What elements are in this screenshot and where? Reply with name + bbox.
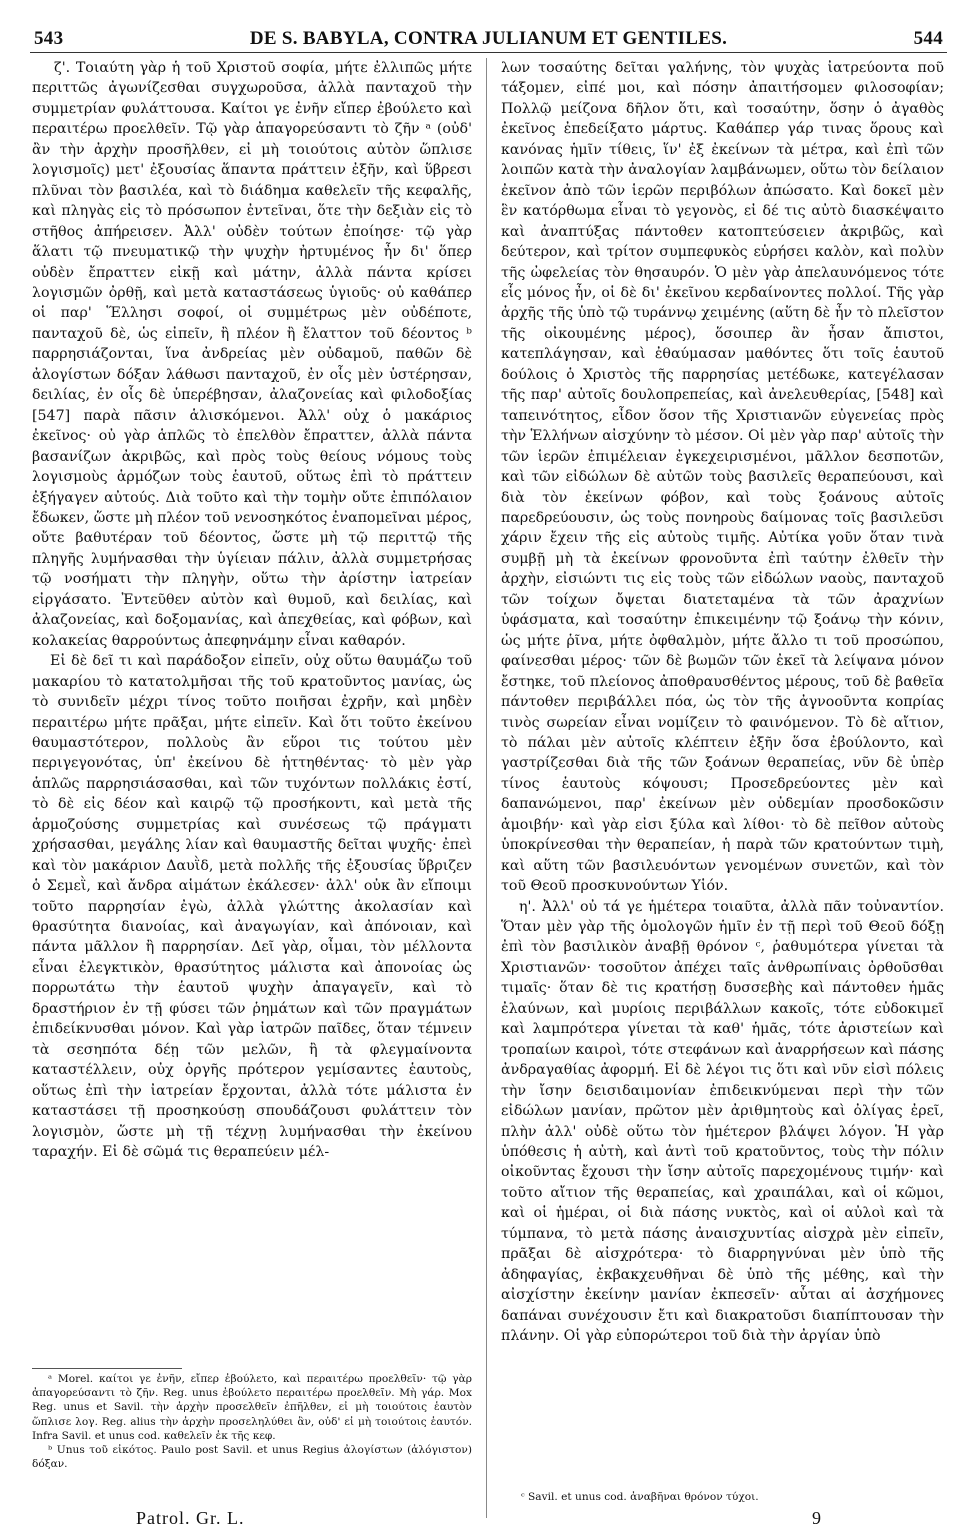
footnote-a: ᵃ Morel. καίτοι γε ἐνῆν, εἴπερ ἐβούλετο, καὶ περαιτέρω προελθεῖν· τῷ γὰρ ἀπαγορεύσαντι τὸ ζῆν. Reg. unus ἐβούλετο περαιτέρω προελθεῖν. Μὴ γάρ. Mox Reg. unus et Savil. τὴν ἀρχὴν προσελθεῖν ἐπῆλθεν, εἰ μὴ τοιούτοις ἑαυτὸν ὥπλισε λογ. Reg. alius τὴν ἀρχὴν προσεληλύθει ἂν, οὐδ' εἰ μὴ τοιούτοις ἑαυτόν. Infra Savil. et unus cod. καθελεῖν ἐκ τῆς κεφ. — [32, 1373, 472, 1442]
column-divider — [486, 58, 487, 1518]
running-head — [30, 28, 947, 53]
left-column — [32, 58, 472, 1162]
footnote-b: ᵇ Unus τοῦ εἰκότος. Paulo post Savil. et unus Regius ἀλογίστων (ἀλόγιστον) δόξαν. — [32, 1444, 472, 1471]
source-line: Patrol. Gr. L. — [136, 1508, 245, 1528]
footnotes-right — [501, 1490, 944, 1504]
footnotes-left — [32, 1372, 472, 1471]
running-title: DE S. BABYLA, CONTRA JULIANUM ET GENTILES. — [249, 28, 728, 49]
page-number-left: 543 — [34, 28, 64, 49]
page-number-right: 544 — [913, 28, 943, 49]
left-paragraph-1: ζ'. Τοιαύτη γὰρ ἡ τοῦ Χριστοῦ σοφία, μήτε ἐλλιπῶς μήτε περιττῶς ἀγωνίζεσθαι συγχωροῦσα, ἀλλὰ πανταχοῦ τὴν συμμετρίαν φυλάττουσα. Καίτοι γε ἐνῆν εἴπερ ἐβούλετο καὶ περαιτέρω προελθεῖν. Τῷ γὰρ ἀπαγορεύσαντι τὸ ζῆν ᵃ (οὐδ' ἂν τὴν ἀρχὴν προσῆλθεν, εἰ μὴ τοιούτοις αὐτὸν ὥπλισε λογισμοῖς) μετ' ἐξουσίας ἅπαντα πράττειν ἐξῆν, καὶ ὕβρεσι πλῦναι τὸν βασιλέα, καὶ τὸ διάδημα καθελεῖν τῆς κεφαλῆς, καὶ πληγὰς εἰς τὸ πρόσωπον ἐντεῖναι, ὅτε τὴν δεξιὰν εἰς τὸ στῆθος ἀπήρεισεν. Ἀλλ' οὐδὲν τούτων ἐποίησε· τῷ γὰρ ἅλατι τῷ πνευματικῷ τὴν ψυχὴν ἠρτυμένος ἦν δι' ὅπερ οὐδὲν ἔπραττεν εἰκῇ καὶ μάτην, ἀλλὰ πάντα κρίσει λογισμῶν ὀρθῇ, καὶ μετὰ καταστάσεως ὑγιοῦς· οὐ καθάπερ οἱ παρ' Ἕλλησι σοφοί, οἱ συμμέτρως μὲν οὐδέποτε, πανταχοῦ δὲ, ὡς εἰπεῖν, ἢ πλέον ἢ ἔλαττον τοῦ δέοντος ᵇ παρρησιάζονται, ἵνα ἀνδρείας μὲν οὐδαμοῦ, παθῶν δὲ ἀλογίστων δόξαν λάθωσι πανταχοῦ, ἐν οἷς μὲν ὑστέρησαν, δειλίας, ἐν οἷς δὲ ὑπερέβησαν, ἀλαζονείας καὶ φιλοδοξίας [547] παρὰ πᾶσιν ἁλισκόμενοι. Ἀλλ' οὐχ ὁ μακάριος ἐκεῖνος· οὐ γὰρ ἁπλῶς τὸ ἐπελθὸν ἔπραττεν, ἀλλὰ πάντα βασανίζων ἀκριβῶς, καὶ πρὸς τοὺς θείους νόμους τοὺς λογισμοὺς ἁρμόζων τοὺς ἑαυτοῦ, οὕτως ἐπὶ τὸ πράττειν ἐξήγαγεν αὐτούς. Διὰ τοῦτο καὶ τὴν τομὴν οὔτε ἐπιπόλαιον ἔδωκεν, ὥστε μὴ πλέον τοῦ νενοσηκότος ἐναπομεῖναι μέρος, οὔτε βαθυτέραν τοῦ δέοντος, ὥστε μὴ τῷ περιττῷ τῆς πληγῆς λυμήνασθαι τὴν ὑγίειαν πάλιν, ἀλλὰ συμμετρήσας τῷ νοσήματι τὴν πληγὴν, οὕτω τὴν ἀρίστην ἰατρείαν εἰργάσατο. Ἐντεῦθεν αὐτὸν καὶ θυμοῦ, καὶ δειλίας, καὶ ἀλαζονείας, καὶ δοξομανίας, καὶ ἀπεχθείας, καὶ φόβων, καὶ κολακείας θαρρούντως ἀπεφηνάμην εἶναι καθαρόν. — [32, 60, 472, 649]
page-footer — [32, 1508, 945, 1532]
left-paragraph-2: Εἰ δὲ δεῖ τι καὶ παράδοξον εἰπεῖν, οὐχ οὕτω θαυμάζω τοῦ μακαρίου τὸ κατατολμῆσαι τῆς τοῦ κρατοῦντος μανίας, ὡς τὸ συνιδεῖν μέχρι τίνος τοῦτο ποιῆσαι ἐχρῆν, καὶ μηδὲν περαιτέρω μήτε πρᾶξαι, μήτε εἰπεῖν. Καὶ ὅτι τοῦτο ἐκείνου θαυμαστότερον, πολλοὺς ἂν εὕροι τις τούτου μὲν περιγεγονότας, ὑπ' ἐκείνου δὲ ἡττηθέντας· τὸ μὲν γὰρ ἁπλῶς παρρησιάσασθαι, καὶ τῶν τυχόντων πολλάκις ἐστί, τὸ δὲ εἰς δέον καὶ καιρῷ τῷ προσήκοντι, καὶ μετὰ τῆς ἁρμοζούσης συμμετρίας καὶ συνέσεως τῷ πράγματι χρήσασθαι, μεγάλης λίαν καὶ θαυμαστῆς δεῖται ψυχῆς· ἐπεὶ καὶ τὸν μακάριον Δαυῒδ, μετὰ πολλῆς τῆς ἐξουσίας ὕβριζεν ὁ Σεμεῒ, καὶ ἄνδρα αἱμάτων ἐκάλεσεν· ἀλλ' οὐκ ἂν εἴποιμι τοῦτο παρρησίαν ἐγὼ, ἀλλὰ γλώττης ἀκολασίαν καὶ θρασύτητα διανοίας, καὶ ἀναγωγίαν, καὶ ἀπόνοιαν, καὶ πάντα μᾶλλον ἢ παρρησίαν. Δεῖ γὰρ, οἶμαι, τὸν μέλλοντα εἶναι ἐλεγκτικὸν, θρασύτητος μάλιστα καὶ ἀπονοίας ὡς πορρωτάτω τὴν ἑαυτοῦ ψυχὴν ἀπαγαγεῖν, καὶ τὸ δραστήριον ἐν τῇ φύσει τῶν ῥημάτων καὶ τῶν πραγμάτων ἐπιδείκνυσθαι μόνον. Καὶ γὰρ ἰατρῶν παῖδες, ὅταν τέμνειν τὰ σεσηπότα δέῃ τῶν μελῶν, ἢ τὰ φλεγμαίνοντα καταστέλλειν, οὐχ ὀργῆς πρότερον γεμίσαντες ἑαυτοὺς, οὕτως ἐπὶ τὴν ἰατρείαν ἔρχονται, ἀλλὰ τότε μάλιστα ἐν καταστάσει τῇ προσηκούσῃ σπουδάζουσι φυλάττειν τὸν λογισμὸν, ὥστε μὴ τῇ τέχνῃ λυμήνασθαι τὴν ἐκείνου ταραχήν. Εἰ δὲ σῶμά τις θεραπεύειν μέλ- — [32, 653, 472, 1161]
right-column — [501, 58, 944, 1347]
right-paragraph-1: λων τοσαύτης δεῖται γαλήνης, τὸν ψυχὰς ἰατρεύοντα ποῦ τάξομεν, εἰπέ μοι, καὶ πόσην ἀπαιτήσομεν φιλοσοφίαν; Πολλῷ μείζονα δῆλον ὅτι, καὶ τοσαύτην, ὅσην ὁ ἀγαθὸς ἐκεῖνος ἐπεδείξατο μάρτυς. Καθάπερ γάρ τινας ὅρους καὶ κανόνας ἡμῖν τίθεις, ἵν' ἐξ ἐκείνων τὰ μέτρα, καὶ ἐπὶ τῶν λοιπῶν κατὰ τὴν ἀναλογίαν λαμβάνωμεν, οὕτω τὸν δείλαιον ἐκεῖνον ἀπὸ τῶν ἱερῶν περιβόλων ἀπώσατο. Καὶ δοκεῖ μὲν ἓν κατόρθωμα εἶναι τὸ γεγονὸς, εἰ δέ τις αὐτὸ διασκέψαιτο καὶ ἀναπτύξας πάντοθεν κατοπτεύσειεν ἀκριβῶς, καὶ δεύτερον, καὶ τρίτον συμπεφυκὸς εὑρήσει καλὸν, καὶ πολὺν τῆς ὠφελείας τὸν θησαυρόν. Ὁ μὲν γὰρ ἀπελαυνόμενος τότε εἷς μόνος ἦν, οἱ δὲ δι' ἐκεῖνου κερδαίνοντες πολλοί. Τῆς γὰρ ἀρχῆς τῆς ὑπὸ τῷ τυράννῳ χειμένης (αὕτη δὲ ἦν τὸ πλεῖστον τῆς οἰκουμένης μέρος), ὅσοιπερ ἂν ἦσαν ἄπιστοι, κατεπλάγησαν, καὶ ἐθαύμασαν μαθόντες ὅτι τοῖς ἑαυτοῦ δούλοις ὁ Χριστὸς τῆς παρρησίας μετέδωκε, κατεγέλασαν τῆς παρ' αὐτοῖς δουλοπρεπείας, καὶ ἀνελευθερίας, [548] καὶ ταπεινότητος, εἶδον ὅσον τῆς Χριστιανῶν εὐγενείας πρὸς τὴν Ἑλλήνων αἰσχύνην τὸ μέσον. Οἱ μὲν γὰρ παρ' αὐτοῖς τὴν τῶν ἱερῶν ἐπιμέλειαν ἐγκεχειρισμένοι, μᾶλλον δεσποτῶν, καὶ τῶν εἰδώλων δὲ αὐτῶν τοὺς βασιλεῖς θεραπεύουσι, καὶ διὰ τὸν ἐκείνων φόβον, καὶ τοὺς ξοάνους αὐτοῖς παρεδρεύουσιν, ὡς τοὺς πονηροὺς δαίμονας τοῖς βασιλεῦσι χάριν ἔχειν τῆς εἰς αὐτοὺς τιμῆς. Αὐτίκα γοῦν ὅταν τινὰ συμβῇ μὴ τὰ ἐκείνων φρονοῦντα ἐπὶ ταύτην ἐλθεῖν τὴν ἀρχὴν, εἰσιώντι τις εἰς τοὺς τῶν εἰδώλων ναοὺς, πανταχοῦ τῶν τοίχων ὄψεται διατεταμένα τὰ τῶν ἀραχνίων ὑφάσματα, καὶ τοσαύτην ἐπικειμένην τῷ ξοάνῳ τὴν κόνιν, ὡς μήτε ῥῖνα, μήτε ὀφθαλμὸν, μήτε ἄλλο τι τοῦ προσώπου, φαίνεσθαι μέρος· τῶν δὲ βωμῶν τῶν ἐκεῖ τὰ λείψανα μόνον ἔστηκε, τοῦ πλείονος ἀποθραυσθέντος μέρους, τοῦ δὲ βαθεῖα πάντοθεν περιβάλλει πόα, ὡς τὸν τῆς ἀγνοοῦντα κοπρίας τινὸς σωρείαν εἶναι νομίζειν τὸ φαινόμενον. Τὸ δὲ αἴτιον, τὸ πάλαι μὲν αὐτοῖς κλέπτειν ἐξῆν ὅσα ἐβούλοντο, καὶ γαστρίζεσθαι διὰ τῆς τῶν ξοάνων θεραπείας, νῦν δὲ ὑπὲρ τίνος ἑαυτοὺς κόψουσι; Προσεδρεύοντες μὲν καὶ δαπανώμενοι, παρ' ἐκείνων μὲν οὐδεμίαν προσδοκῶσιν ἀμοιβήν· καὶ γὰρ εἰσι ξύλα καὶ λίθοι· τὸ δὲ πεῖθον αὐτοὺς ὑποκρίνεσθαι τὴν θεραπείαν, ἡ παρὰ τῶν κρατούντων τιμὴ, καὶ αὕτη τῶν βασιλευόντων γενομένων συνετῶν, καὶ τὸν τοῦ Θεοῦ προσκυνούντων Υἱόν. — [501, 60, 944, 895]
signature-mark: 9 — [812, 1508, 821, 1528]
footnote-c: ᶜ Savil. et unus cod. ἀναβῆναι θρόνον τύχοι. — [521, 1491, 759, 1503]
footnote-rule — [32, 1368, 182, 1369]
right-paragraph-2: η'. Ἀλλ' οὐ τά γε ἡμέτερα τοιαῦτα, ἀλλὰ πᾶν τοὐναντίον. Ὅταν μὲν γὰρ τῆς ὁμολογῶν ἡμῖν ἐν τῇ περὶ τοῦ Θεοῦ δόξῃ ἐπὶ τὸν βασιλικὸν ἀναβῇ θρόνον ᶜ, ῥαθυμότερα γίνεται τὰ Χριστιανῶν· τοσοῦτον ἀπέχει ταῖς ἀνθρωπίναις ὀρθοῦσθαι τιμαῖς· ὅταν δὲ τις κρατήσῃ δυσσεβὴς καὶ πάντοθεν ἡμᾶς ἐλαύνων, καὶ μυρίοις περιβάλλων κακοῖς, τότε εὐδοκιμεῖ καὶ λαμπρότερα γίνεται τὰ καθ' ἡμᾶς, τότε ἀριστείων καὶ τροπαίων καιροὶ, τότε στεφάνων καὶ ἀναρρήσεων καὶ πάσης ἀνδραγαθίας ἀφορμή. Εἰ δὲ λέγοι τις ὅτι καὶ νῦν εἰσὶ πόλεις τὴν ἴσην δεισιδαιμονίαν ἐπιδεικνύμεναι περὶ τὴν τῶν εἰδώλων μανίαν, πρῶτον μὲν ἀριθμητοὺς καὶ ὀλίγας ἐρεῖ, πλὴν ἀλλ' οὐδὲ οὕτω τὸν ἡμέτερον βλάψει λόγον. Ἡ γὰρ ὑπόθεσις ἡ αὐτὴ, καὶ ἀντὶ τοῦ κρατοῦντος, τοὺς τὴν πόλιν οἰκοῦντας ἔχουσι τὴν ἴσην αὐτοῖς παρεχομένους τιμήν· καὶ τοῦτο αἴτιον τῆς θεραπείας, καὶ χραιπάλαι, καὶ οἱ κῶμοι, καὶ οἱ ἡμέραι, οἱ διὰ πάσης νυκτὸς, καὶ οἱ αὐλοὶ καὶ τὰ τύμπανα, τὸ μετὰ πάσης ἀναισχυντίας αἰσχρὰ μὲν εἰπεῖν, πρᾶξαι δὲ αἰσχρότερα· τὸ διαρρηγνύναι μὲν ὑπὸ τῆς ἀδηφαγίας, ἐκβακχευθῆναι δὲ ὑπὸ τῆς μέθης, καὶ τὴν αἰσχίστην ἐκείνην μανίαν ἐκπεσεῖν· αὗται αἱ ἀσχήμονες δαπάναι συνέχουσιν ἔτι καὶ διακρατοῦσι διαπίπτουσαν τὴν πλάνην. Οἱ γὰρ εὐπορώτεροι τοῦ διὰ τὴν ἀργίαν ὑπὸ — [501, 898, 944, 1345]
